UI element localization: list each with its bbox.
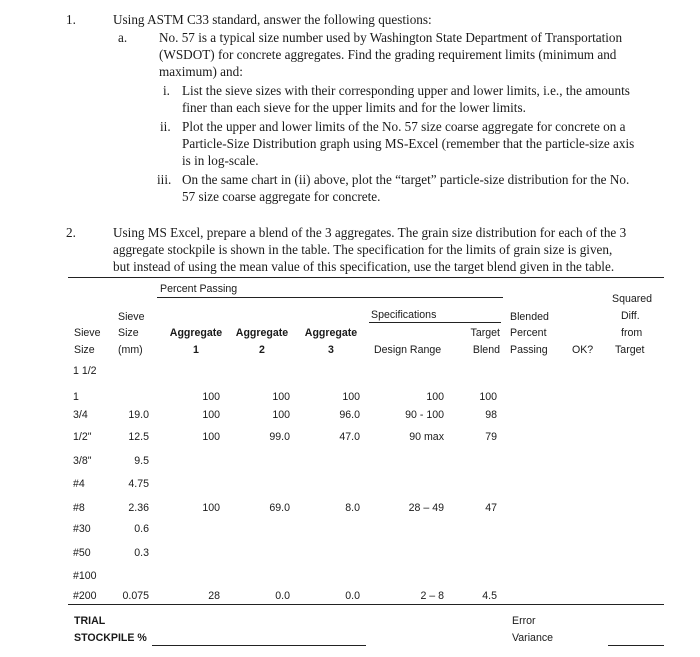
cell-mm: 2.36 — [128, 502, 149, 514]
cell-mm: 19.0 — [128, 409, 149, 421]
cell-a2: 100 — [272, 391, 290, 403]
q1-intro: Using ASTM C33 standard, answer the following questions: — [113, 12, 432, 27]
cell-a3: 0.0 — [345, 590, 360, 602]
cell-target: 79 — [485, 431, 497, 443]
cell-mm: 9.5 — [134, 455, 149, 467]
q2-number: 2. — [66, 225, 76, 240]
q1-sub-ii-line: Plot the upper and lower limits of the No. 57 size coarse aggregate for concrete on a — [182, 119, 626, 134]
cell-mm: 0.6 — [134, 523, 149, 535]
cell-a1: 100 — [202, 431, 220, 443]
cell-range: 2 – 8 — [420, 590, 444, 602]
header-ok: OK? — [572, 344, 594, 356]
header-squared-diff: from — [621, 327, 643, 339]
specifications-label: Specifications — [371, 309, 437, 321]
cell-sieve: 3/4 — [73, 409, 88, 421]
header-aggregate-3: Aggregate — [304, 327, 358, 339]
table-bottom-rule — [68, 604, 664, 605]
error-variance-blank — [608, 645, 664, 646]
cell-target: 98 — [485, 409, 497, 421]
q1-number: 1. — [66, 12, 76, 27]
header-sieve-mm: Sieve — [118, 311, 145, 323]
cell-target: 47 — [485, 502, 497, 514]
cell-a3: 47.0 — [339, 431, 360, 443]
cell-target: 100 — [479, 391, 497, 403]
cell-a3: 8.0 — [345, 502, 360, 514]
cell-target: 4.5 — [482, 590, 497, 602]
q1-sub-iii-label: iii. — [157, 172, 172, 187]
q1-part-a-line: No. 57 is a typical size number used by Washington State Department of Transportation — [159, 30, 623, 45]
cell-a2: 0.0 — [275, 590, 290, 602]
q2-line: but instead of using the mean value of this specification, use the target blend given in the table. — [113, 259, 615, 274]
q1-part-a-label: a. — [118, 30, 128, 45]
cell-sieve: #50 — [73, 547, 91, 559]
specifications-rule — [369, 322, 501, 323]
q1-part-a-line: (WSDOT) for concrete aggregates. Find the grading requirement limits (minimum and — [159, 47, 617, 62]
cell-a1: 100 — [202, 502, 220, 514]
cell-sieve: 1 — [73, 391, 79, 403]
trial-label: TRIAL — [74, 615, 106, 627]
cell-a3: 100 — [342, 391, 360, 403]
header-squared-diff: Squared — [612, 293, 653, 305]
variance-label: Variance — [512, 632, 554, 644]
header-squared-diff: Diff. — [621, 310, 640, 322]
cell-a3: 96.0 — [339, 409, 360, 421]
q1-sub-ii-label: ii. — [160, 119, 171, 134]
header-target-blend: Target — [470, 327, 500, 339]
header-squared-diff: Target — [615, 344, 645, 356]
cell-a1: 28 — [208, 590, 220, 602]
header-target-blend: Blend — [472, 344, 500, 356]
cell-sieve: #4 — [73, 478, 85, 490]
cell-range: 90 - 100 — [405, 409, 444, 421]
q1-part-a-line: maximum) and: — [159, 64, 243, 79]
cell-a2: 99.0 — [269, 431, 290, 443]
q1-sub-i-label: i. — [163, 83, 170, 98]
header-sieve: Size — [74, 344, 95, 356]
cell-sieve: 3/8" — [73, 455, 92, 467]
q1-sub-iii-line: On the same chart in (ii) above, plot the “target” particle-size distribution for the No. — [182, 172, 630, 187]
stockpile-label: STOCKPILE % — [74, 632, 147, 644]
q1-sub-i-line: List the sieve sizes with their corresponding upper and lower limits, i.e., the amounts — [182, 83, 630, 98]
error-label: Error — [512, 615, 536, 627]
q1-sub-i-line: finer than each sieve for the upper limits and for the lower limits. — [182, 100, 526, 115]
header-blended-percent: Blended — [510, 311, 549, 323]
cell-range: 100 — [426, 391, 444, 403]
cell-a2: 69.0 — [269, 502, 290, 514]
header-aggregate-2: Aggregate — [235, 327, 289, 339]
percent-passing-label: Percent Passing — [160, 283, 238, 295]
percent-passing-rule — [157, 297, 503, 298]
cell-sieve: #100 — [73, 570, 97, 582]
header-design-range: Design Range — [374, 344, 442, 356]
header-aggregate-1: 1 — [193, 344, 199, 356]
cell-sieve: #8 — [73, 502, 85, 514]
q2-line: aggregate stockpile is shown in the table. The specification for the limits of grain size is given, — [113, 242, 613, 257]
cell-range: 28 – 49 — [408, 502, 444, 514]
table-top-rule — [68, 277, 664, 278]
cell-a2: 100 — [272, 409, 290, 421]
cell-mm: 12.5 — [128, 431, 149, 443]
cell-mm: 0.3 — [134, 547, 149, 559]
cell-sieve: #200 — [73, 590, 97, 602]
q1-sub-ii-line: Particle-Size Distribution graph using MS-Excel (remember that the particle-size axis — [182, 136, 635, 151]
cell-range: 90 max — [409, 431, 444, 443]
header-aggregate-3: 3 — [328, 344, 334, 356]
cell-mm: 4.75 — [128, 478, 149, 490]
header-sieve: Sieve — [74, 327, 101, 339]
header-blended-percent: Passing — [510, 344, 548, 356]
cell-sieve: 1/2" — [73, 431, 92, 443]
cell-sieve: 1 1/2 — [73, 365, 97, 377]
header-aggregate-2: 2 — [259, 344, 265, 356]
header-sieve-mm: (mm) — [118, 344, 143, 356]
header-sieve-mm: Size — [118, 327, 139, 339]
q1-sub-iii-line: 57 size coarse aggregate for concrete. — [182, 189, 381, 204]
trial-stockpile-blank — [152, 645, 366, 646]
header-aggregate-1: Aggregate — [169, 327, 223, 339]
cell-mm: 0.075 — [122, 590, 149, 602]
header-blended-percent: Percent — [510, 327, 547, 339]
q1-sub-ii-line: is in log-scale. — [182, 153, 259, 168]
cell-a1: 100 — [202, 409, 220, 421]
q2-line: Using MS Excel, prepare a blend of the 3 aggregates. The grain size distribution for each of the 3 — [113, 225, 627, 240]
cell-a1: 100 — [202, 391, 220, 403]
cell-sieve: #30 — [73, 523, 91, 535]
